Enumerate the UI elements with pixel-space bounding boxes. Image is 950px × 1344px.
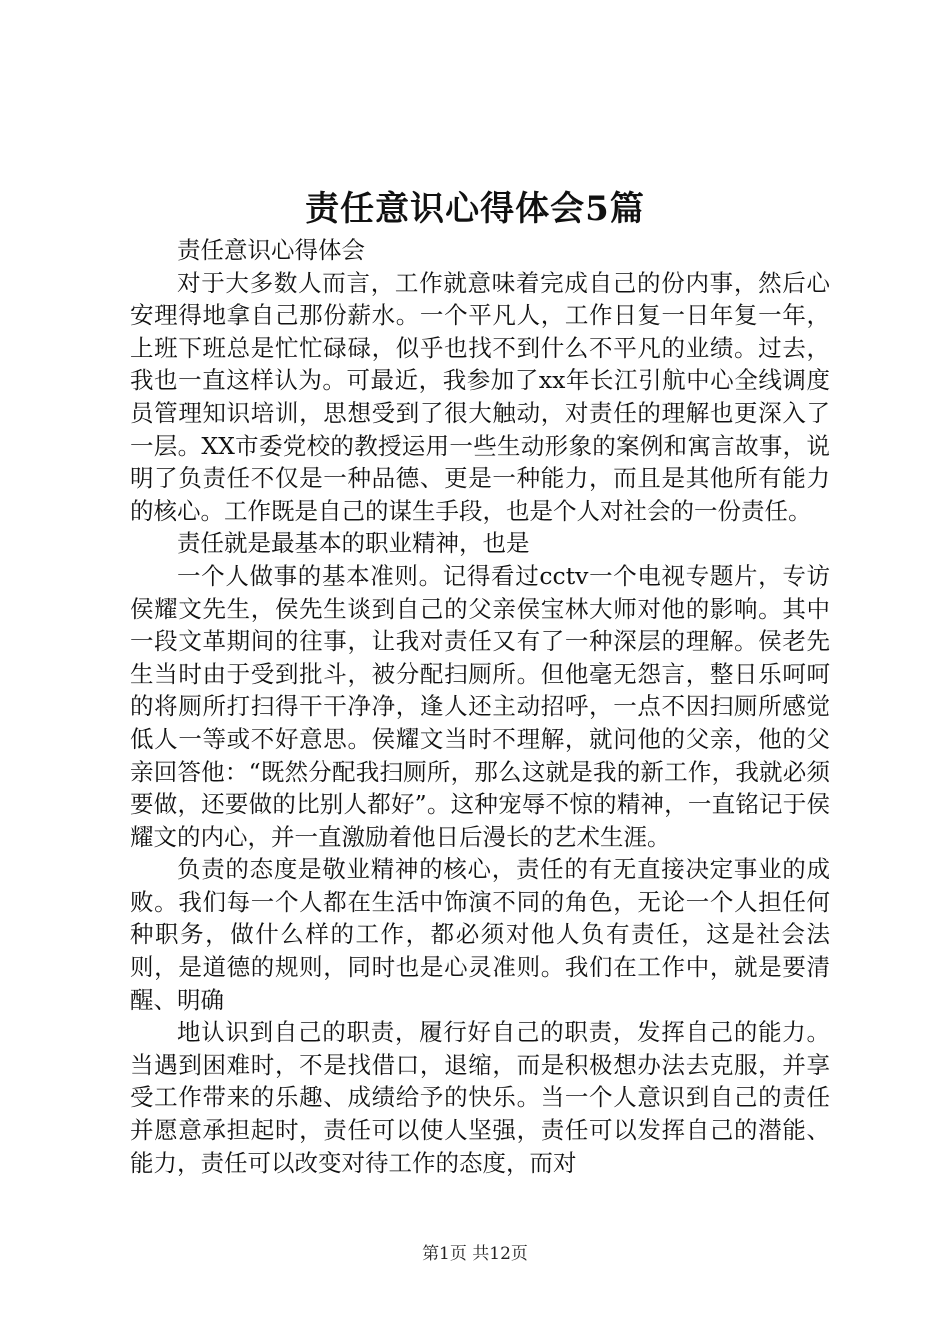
paragraph: 负责的态度是敬业精神的核心，责任的有无直接决定事业的成败。我们每一个人都在生活中饰演不同的角色，无论一个人担任何种职务，做什么样的工作，都必须对他人负有责任，这是社会法则，是道德的规则，同时也是心灵准则。我们在工作中，就是要清醒、明确 <box>130 855 830 1014</box>
document-body <box>130 234 830 1179</box>
paragraph: 责任就是最基本的职业精神，也是 <box>177 529 530 558</box>
paragraph: 地认识到自己的职责，履行好自己的职责，发挥自己的能力。当遇到困难时，不是找借口，退缩，而是积极想办法去克服，并享受工作带来的乐趣、成绩给予的快乐。当一个人意识到自己的责任并愿意承担起时，责任可以使人坚强，责任可以发挥自己的潜能、能力，责任可以改变对待工作的态度，而对 <box>130 1018 830 1177</box>
paragraph: 对于大多数人而言，工作就意味着完成自己的份内事，然后心安理得地拿自己那份薪水。一个平凡人，工作日复一日年复一年，上班下班总是忙忙碌碌，似乎也找不到什么不平凡的业绩。过去，我也一直这样认为。可最近，我参加了xx年长江引航中心全线调度员管理知识培训，思想受到了很大触动，对责任的理解也更深入了一层。XX市委党校的教授运用一些生动形象的案例和寓言故事，说明了负责任不仅是一种品德、更是一种能力，而且是其他所有能力的核心。工作既是自己的谋生手段，也是个人对社会的一份责任。 <box>130 268 830 525</box>
paragraph: 一个人做事的基本准则。记得看过cctv一个电视专题片，专访侯耀文先生，侯先生谈到自己的父亲侯宝林大师对他的影响。其中一段文革期间的往事，让我对责任又有了一种深层的理解。侯老先生当时由于受到批斗，被分配扫厕所。但他毫无怨言，整日乐呵呵的将厕所打扫得干干净净，逢人还主动招呼，一点不因扫厕所感觉低人一等或不好意思。侯耀文当时不理解，就问他的父亲，他的父亲回答他：“既然分配我扫厕所，那么这就是我的新工作，我就必须要做，还要做的比别人都好”。这种宠辱不惊的精神，一直铭记于侯耀文的内心，并一直激励着他日后漫长的艺术生涯。 <box>130 561 830 851</box>
page-number-footer: 第1页 共12页 <box>422 1244 528 1264</box>
document-title: 责任意识心得体会5篇 <box>305 189 645 229</box>
paragraph-subtitle: 责任意识心得体会 <box>177 236 365 264</box>
